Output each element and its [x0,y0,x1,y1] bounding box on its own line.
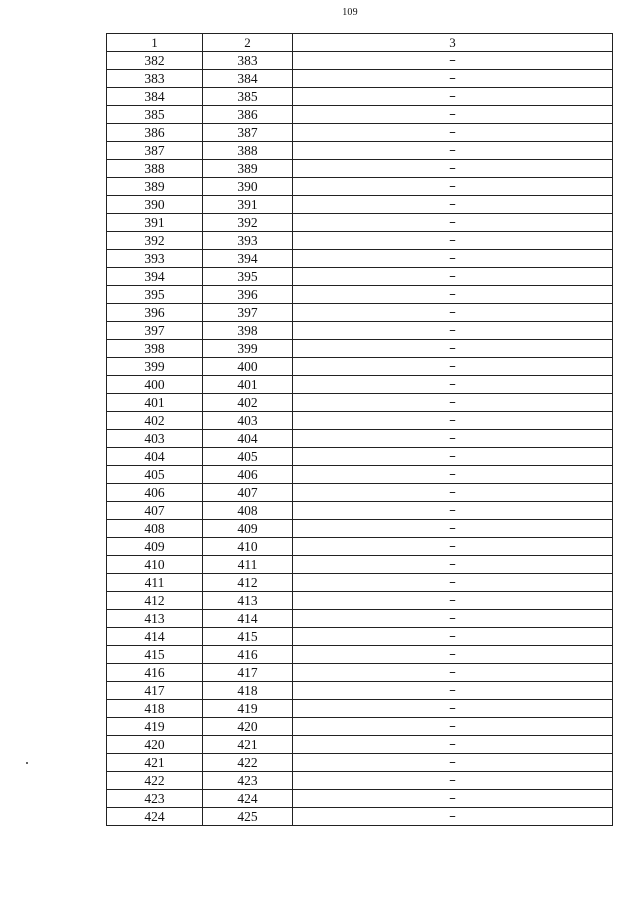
table-cell-col1: 411 [107,574,203,592]
table-row [107,52,613,70]
table-row [107,592,613,610]
table-cell-col1: 409 [107,538,203,556]
table-cell-col3: – [293,304,613,322]
table-cell-col3: – [293,628,613,646]
table-cell-col2: 422 [203,754,293,772]
page-number: 109 [342,7,358,18]
table-cell-col2: 405 [203,448,293,466]
table-cell-col2: 420 [203,718,293,736]
table-cell-col2: 400 [203,358,293,376]
table-cell-col3: – [293,610,613,628]
table-row [107,682,613,700]
table-cell-col1: 391 [107,214,203,232]
table-row [107,430,613,448]
table-cell-col1: 412 [107,592,203,610]
table-row [107,520,613,538]
table-cell-col2: 406 [203,466,293,484]
table-cell-col1: 382 [107,52,203,70]
table-cell-col3: – [293,502,613,520]
table-cell-col1: 401 [107,394,203,412]
table-cell-col3: – [293,430,613,448]
table-cell-col2: 408 [203,502,293,520]
table-cell-col2: 410 [203,538,293,556]
table-cell-col3: – [293,106,613,124]
table-row [107,394,613,412]
table-cell-col3: – [293,520,613,538]
table-row [107,124,613,142]
table-cell-col3: – [293,790,613,808]
table-cell-col2: 404 [203,430,293,448]
table-cell-col2: 386 [203,106,293,124]
table-row [107,754,613,772]
table-cell-col2: 423 [203,772,293,790]
stray-dot-mark [26,762,28,764]
table-row [107,484,613,502]
table-cell-col2: 414 [203,610,293,628]
table-cell-col2: 417 [203,664,293,682]
table-row [107,88,613,106]
table-cell-col3: – [293,484,613,502]
table-cell-col1: 406 [107,484,203,502]
table-cell-col1: 386 [107,124,203,142]
table-cell-col3: – [293,412,613,430]
table-row [107,358,613,376]
table-cell-col3: – [293,556,613,574]
table-cell-col1: 405 [107,466,203,484]
table-cell-col1: 400 [107,376,203,394]
table-cell-col3: – [293,214,613,232]
table-cell-col2: 383 [203,52,293,70]
table-row [107,214,613,232]
table-cell-col3: – [293,124,613,142]
table-row [107,574,613,592]
table-row [107,808,613,826]
table-row [107,178,613,196]
table-row [107,268,613,286]
table-cell-col3: – [293,142,613,160]
table-row [107,448,613,466]
table-cell-col1: 383 [107,70,203,88]
table-row [107,538,613,556]
table-row [107,322,613,340]
table-row [107,142,613,160]
table-cell-col3: – [293,736,613,754]
table-cell-col2: 396 [203,286,293,304]
table-cell-col1: 419 [107,718,203,736]
table-cell-col1: 422 [107,772,203,790]
table-cell-col1: 408 [107,520,203,538]
table-cell-col1: 424 [107,808,203,826]
table-cell-col3: – [293,52,613,70]
table-cell-col3: – [293,664,613,682]
table-cell-col2: 407 [203,484,293,502]
table-cell-col3: – [293,808,613,826]
table-cell-col3: – [293,196,613,214]
table-cell-col1: 414 [107,628,203,646]
table-row [107,412,613,430]
table-body [107,52,613,826]
table-cell-col2: 385 [203,88,293,106]
table-cell-col3: – [293,268,613,286]
table-cell-col2: 413 [203,592,293,610]
table-cell-col1: 417 [107,682,203,700]
table-cell-col2: 395 [203,268,293,286]
column-header-3: 3 [293,34,613,52]
table-cell-col3: – [293,574,613,592]
table-cell-col3: – [293,160,613,178]
table-row [107,772,613,790]
table-cell-col3: – [293,448,613,466]
table-cell-col3: – [293,466,613,484]
table-row [107,376,613,394]
table-row [107,106,613,124]
table-cell-col2: 399 [203,340,293,358]
table-row [107,790,613,808]
table-cell-col3: – [293,358,613,376]
column-header-1: 1 [107,34,203,52]
header-row [107,34,613,52]
table-cell-col2: 415 [203,628,293,646]
table-cell-col3: – [293,70,613,88]
table-cell-col3: – [293,394,613,412]
table-cell-col3: – [293,322,613,340]
column-header-2: 2 [203,34,293,52]
table-cell-col3: – [293,376,613,394]
table-row [107,718,613,736]
table-cell-col1: 399 [107,358,203,376]
table-cell-col3: – [293,538,613,556]
table-cell-col1: 384 [107,88,203,106]
table-cell-col1: 390 [107,196,203,214]
table-cell-col1: 421 [107,754,203,772]
table-header [107,34,613,52]
table-cell-col2: 384 [203,70,293,88]
table-cell-col1: 396 [107,304,203,322]
table-cell-col1: 415 [107,646,203,664]
table-cell-col2: 394 [203,250,293,268]
table-cell-col2: 397 [203,304,293,322]
table-row [107,628,613,646]
table-cell-col2: 389 [203,160,293,178]
table-cell-col2: 411 [203,556,293,574]
table-cell-col2: 402 [203,394,293,412]
table-cell-col2: 398 [203,322,293,340]
table-cell-col1: 420 [107,736,203,754]
table-cell-col3: – [293,286,613,304]
table-cell-col3: – [293,772,613,790]
table-cell-col1: 423 [107,790,203,808]
table-cell-col1: 402 [107,412,203,430]
table-cell-col2: 425 [203,808,293,826]
table-cell-col1: 385 [107,106,203,124]
table-row [107,502,613,520]
table-row [107,466,613,484]
table-cell-col2: 419 [203,700,293,718]
table-cell-col1: 389 [107,178,203,196]
table-cell-col1: 404 [107,448,203,466]
table-cell-col2: 416 [203,646,293,664]
table-row [107,646,613,664]
table-cell-col2: 391 [203,196,293,214]
table-cell-col1: 397 [107,322,203,340]
table-cell-col2: 421 [203,736,293,754]
table-row [107,286,613,304]
table-cell-col3: – [293,88,613,106]
table-row [107,232,613,250]
table-row [107,700,613,718]
table-cell-col3: – [293,340,613,358]
table-row [107,70,613,88]
table-cell-col1: 393 [107,250,203,268]
table-cell-col1: 407 [107,502,203,520]
table-cell-col3: – [293,682,613,700]
table-cell-col2: 409 [203,520,293,538]
table-row [107,250,613,268]
table-cell-col1: 413 [107,610,203,628]
table-cell-col3: – [293,754,613,772]
table-row [107,736,613,754]
table-cell-col1: 388 [107,160,203,178]
table-cell-col2: 418 [203,682,293,700]
table-cell-col2: 387 [203,124,293,142]
table-row [107,664,613,682]
table-cell-col3: – [293,250,613,268]
table-cell-col1: 416 [107,664,203,682]
table-cell-col2: 393 [203,232,293,250]
table-cell-col3: – [293,592,613,610]
table-cell-col1: 392 [107,232,203,250]
table-cell-col2: 412 [203,574,293,592]
table-cell-col3: – [293,178,613,196]
table-cell-col1: 418 [107,700,203,718]
table-row [107,304,613,322]
table-row [107,196,613,214]
table-cell-col3: – [293,232,613,250]
table-cell-col2: 401 [203,376,293,394]
table-cell-col3: – [293,718,613,736]
table-cell-col1: 387 [107,142,203,160]
table-cell-col2: 390 [203,178,293,196]
table-row [107,556,613,574]
table-cell-col3: – [293,646,613,664]
table-cell-col1: 394 [107,268,203,286]
table-row [107,610,613,628]
data-table [106,33,613,826]
table-cell-col2: 403 [203,412,293,430]
table-row [107,160,613,178]
table-row [107,340,613,358]
table-cell-col3: – [293,700,613,718]
table-cell-col2: 388 [203,142,293,160]
table-cell-col2: 392 [203,214,293,232]
table-cell-col1: 403 [107,430,203,448]
table-cell-col1: 395 [107,286,203,304]
table-cell-col1: 410 [107,556,203,574]
table-cell-col2: 424 [203,790,293,808]
table-cell-col1: 398 [107,340,203,358]
